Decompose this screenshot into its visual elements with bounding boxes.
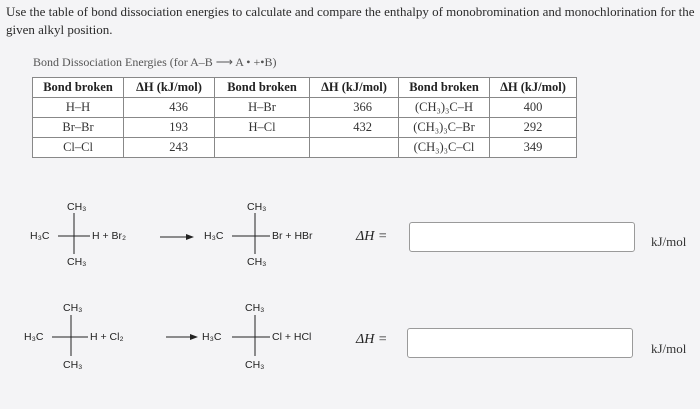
table-cell: 243 [124, 138, 215, 158]
table-cell: 436 [124, 98, 215, 118]
table-row [33, 98, 577, 118]
table-cell: 400 [490, 98, 577, 118]
methyl-label: CH₃ [67, 256, 87, 268]
table-cell [310, 138, 399, 158]
table-row [33, 138, 577, 158]
table-cell: Br–Br [33, 118, 124, 138]
reactant-label: H + Br₂ [92, 230, 127, 242]
methyl-label: CH₃ [245, 359, 265, 371]
arrow-head [190, 334, 198, 340]
product-label: Cl + HCl [272, 331, 312, 343]
table-cell [215, 138, 310, 158]
table-cell: (CH₃)₃C–H [399, 98, 490, 118]
table-cell: 193 [124, 118, 215, 138]
methyl-label: H₃C [24, 331, 44, 343]
table-cell: 432 [310, 118, 399, 138]
table-header-row [33, 78, 577, 98]
methyl-label: H₃C [30, 230, 50, 242]
bond-dissociation-table [32, 77, 577, 158]
table-cell: 349 [490, 138, 577, 158]
bromination-answer-input[interactable] [409, 222, 635, 252]
methyl-label: H₃C [204, 230, 224, 242]
table-cell: Cl–Cl [33, 138, 124, 158]
chlorination-answer-input[interactable] [407, 328, 633, 358]
unit-label: kJ/mol [651, 341, 687, 356]
table-title: Bond Dissociation Energies (for A–B ⟶ A • +•B) [33, 55, 277, 69]
product-label: Br + HBr [272, 230, 313, 242]
table-cell: 366 [310, 98, 399, 118]
table-cell: H–Cl [215, 118, 310, 138]
delta-h-label: ΔH = [356, 229, 388, 244]
table-row [33, 118, 577, 138]
reactant-label: H + Cl₂ [90, 331, 124, 343]
methyl-label: CH₃ [247, 256, 267, 268]
methyl-label: H₃C [202, 331, 222, 343]
methyl-label: CH₃ [63, 302, 83, 314]
unit-label: kJ/mol [651, 234, 687, 249]
table-cell: (CH₃)₃C–Cl [399, 138, 490, 158]
column-header: ΔH (kJ/mol) [124, 78, 215, 98]
column-header: Bond broken [399, 78, 490, 98]
column-header: Bond broken [33, 78, 124, 98]
column-header: ΔH (kJ/mol) [490, 78, 577, 98]
table-cell: H–H [33, 98, 124, 118]
question-text: Use the table of bond dissociation energies to calculate and compare the enthalpy of monobromination and monochlorination for the given alkyl position. [6, 4, 695, 37]
table-cell: 292 [490, 118, 577, 138]
methyl-label: CH₃ [63, 359, 83, 371]
table-cell: H–Br [215, 98, 310, 118]
methyl-label: CH₃ [67, 201, 87, 213]
column-header: Bond broken [215, 78, 310, 98]
methyl-label: CH₃ [245, 302, 265, 314]
arrow-head [186, 234, 194, 240]
column-header: ΔH (kJ/mol) [310, 78, 399, 98]
table-cell: (CH₃)₃C–Br [399, 118, 490, 138]
delta-h-label: ΔH = [356, 332, 388, 347]
methyl-label: CH₃ [247, 201, 267, 213]
